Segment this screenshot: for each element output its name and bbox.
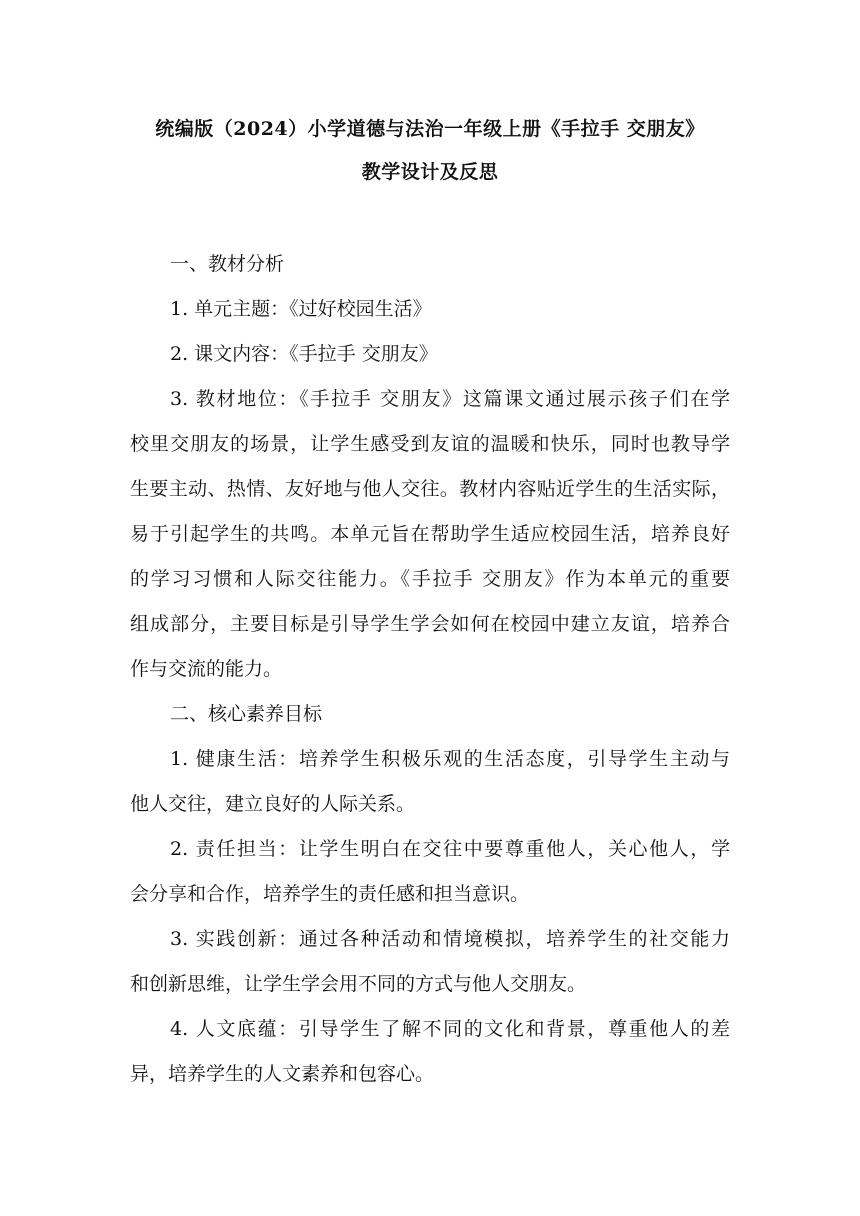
paragraph-line: 作与交流的能力。 <box>130 658 283 680</box>
document-subtitle: 教学设计及反思 <box>361 161 499 183</box>
paragraph-line: 易于引起学生的共鸣。本单元旨在帮助学生适应校园生活，培养良好 <box>130 523 730 545</box>
paragraph-line: 3. 教材地位：《手拉手 交朋友》这篇课文通过展示孩子们在学 <box>170 388 730 410</box>
paragraph-line: 2. 责任担当：让学生明白在交往中要尊重他人，关心他人，学 <box>170 838 730 860</box>
section-heading-core-literacy: 二、核心素养目标 <box>170 703 323 725</box>
section-heading-textbook-analysis: 一、教材分析 <box>170 253 285 275</box>
paragraph-unit-theme: 1. 单元主题：《过好校园生活》 <box>170 298 432 320</box>
paragraph-line: 校里交朋友的场景，让学生感受到友谊的温暖和快乐，同时也教导学 <box>130 433 730 455</box>
document-title: 统编版（2024）小学道德与法治一年级上册《手拉手 交朋友》 <box>155 118 705 140</box>
paragraph-line: 的学习习惯和人际交往能力。《手拉手 交朋友》作为本单元的重要 <box>130 568 730 590</box>
paragraph-line: 异，培养学生的人文素养和包容心。 <box>130 1063 435 1085</box>
paragraph-line: 生要主动、热情、友好地与他人交往。教材内容贴近学生的生活实际， <box>130 478 730 500</box>
paragraph-line: 4. 人文底蕴：引导学生了解不同的文化和背景，尊重他人的差 <box>170 1018 730 1040</box>
paragraph-lesson-content: 2. 课文内容：《手拉手 交朋友》 <box>170 343 438 365</box>
paragraph-line: 1. 健康生活：培养学生积极乐观的生活态度，引导学生主动与 <box>170 748 730 770</box>
paragraph-line: 3. 实践创新：通过各种活动和情境模拟，培养学生的社交能力 <box>170 928 730 950</box>
paragraph-line: 组成部分，主要目标是引导学生学会如何在校园中建立友谊，培养合 <box>130 613 730 635</box>
paragraph-line: 和创新思维，让学生学会用不同的方式与他人交朋友。 <box>130 973 587 995</box>
paragraph-line: 他人交往，建立良好的人际关系。 <box>130 793 416 815</box>
paragraph-line: 会分享和合作，培养学生的责任感和担当意识。 <box>130 883 530 905</box>
